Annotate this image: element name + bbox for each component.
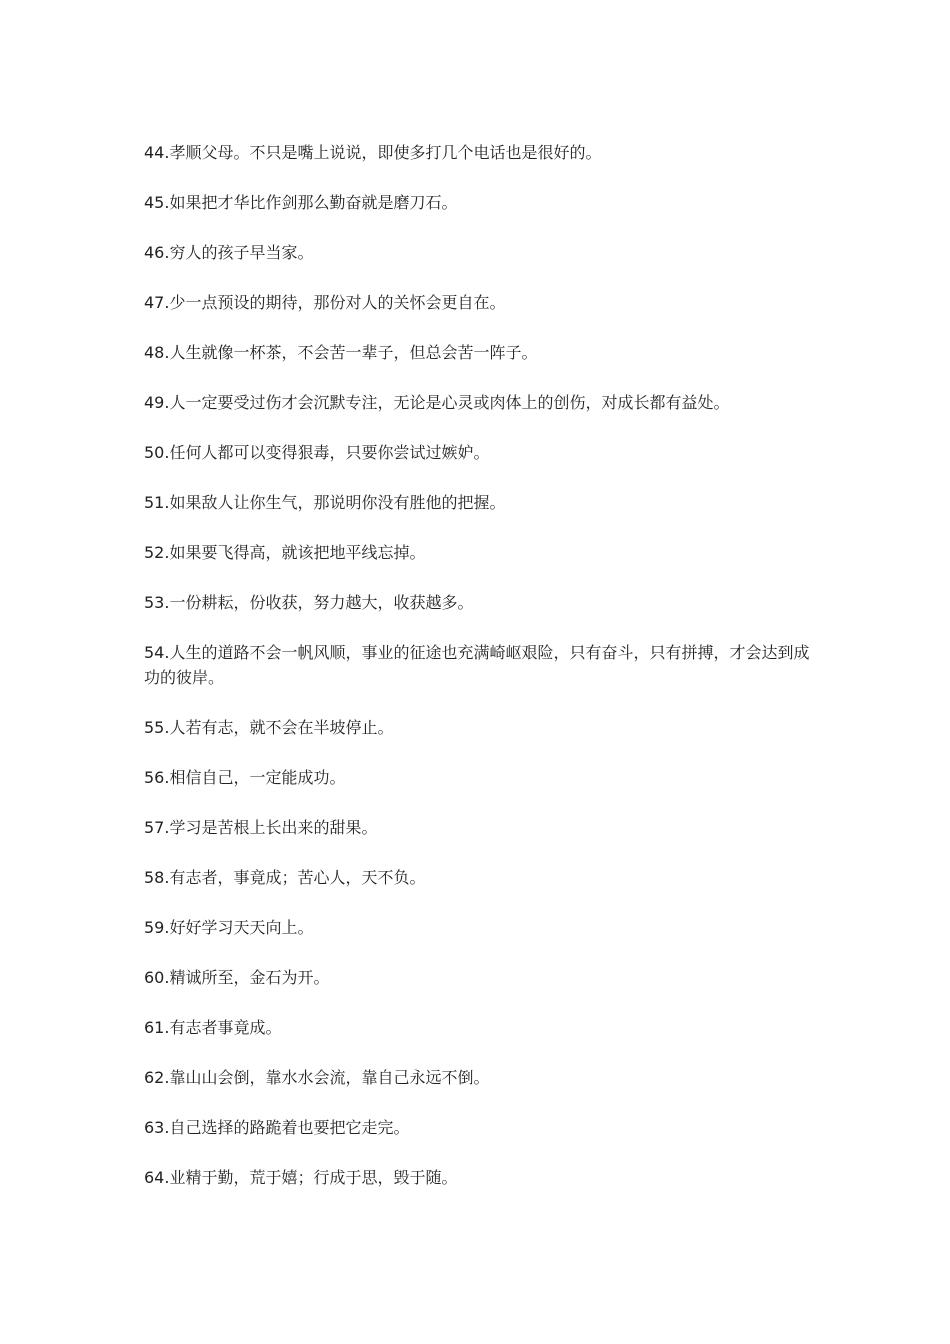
quote-item: 62.靠山山会倒，靠水水会流，靠自己永远不倒。 [144, 1068, 490, 1087]
quote-item: 59.好好学习天天向上。 [144, 918, 314, 937]
quote-item: 46.穷人的孩子早当家。 [144, 243, 314, 262]
quote-item: 63.自己选择的路跪着也要把它走完。 [144, 1118, 410, 1137]
quote-item: 51.如果敌人让你生气，那说明你没有胜他的把握。 [144, 493, 506, 512]
quote-item: 64.业精于勤，荒于嬉；行成于思，毁于随。 [144, 1168, 458, 1187]
quote-item: 58.有志者，事竟成；苦心人，天不负。 [144, 868, 426, 887]
quote-item: 61.有志者事竟成。 [144, 1018, 282, 1037]
quote-item: 55.人若有志，就不会在半坡停止。 [144, 718, 394, 737]
quote-item: 56.相信自己，一定能成功。 [144, 768, 346, 787]
quote-item: 54.人生的道路不会一帆风顺，事业的征途也充满崎岖艰险，只有奋斗，只有拼搏，才会达到成功的彼岸。 [144, 643, 810, 687]
quote-item: 50.任何人都可以变得狠毒，只要你尝试过嫉妒。 [144, 443, 490, 462]
quote-item: 57.学习是苦根上长出来的甜果。 [144, 818, 378, 837]
quote-list [144, 140, 814, 1215]
quote-item: 52.如果要飞得高，就该把地平线忘掉。 [144, 543, 426, 562]
quote-item: 48.人生就像一杯茶，不会苦一辈子，但总会苦一阵子。 [144, 343, 538, 362]
quote-item: 44.孝顺父母。不只是嘴上说说，即使多打几个电话也是很好的。 [144, 143, 602, 162]
quote-item: 53.一份耕耘，份收获，努力越大，收获越多。 [144, 593, 474, 612]
quote-item: 47.少一点预设的期待，那份对人的关怀会更自在。 [144, 293, 506, 312]
quote-item: 45.如果把才华比作剑那么勤奋就是磨刀石。 [144, 193, 458, 212]
quote-item: 60.精诚所至，金石为开。 [144, 968, 330, 987]
quote-item: 49.人一定要受过伤才会沉默专注，无论是心灵或肉体上的创伤，对成长都有益处。 [144, 393, 730, 412]
